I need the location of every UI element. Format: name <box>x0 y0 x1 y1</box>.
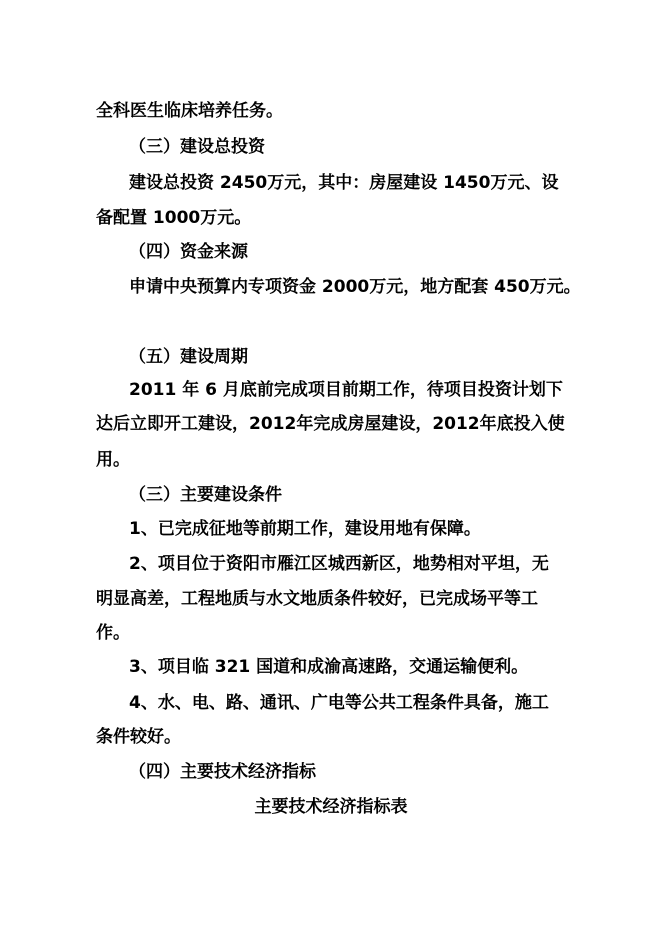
section-heading-construction-conditions: （三）主要建设条件 <box>129 485 282 505</box>
paragraph-line: 作。 <box>96 623 130 643</box>
list-item: 2、项目位于资阳市雁江区城西新区，地势相对平坦，无 <box>129 554 549 574</box>
paragraph-line: 备配置 1000万元。 <box>96 208 252 228</box>
section-heading-total-investment: （三）建设总投资 <box>129 137 265 157</box>
paragraph-line: 申请中央预算内专项资金 2000万元，地方配套 450万元。 <box>129 277 581 297</box>
paragraph-line: 建设总投资 2450万元，其中：房屋建设 1450万元、设 <box>129 173 559 193</box>
paragraph-line: 达后立即开工建设，2012年完成房屋建设，2012年底投入使 <box>96 414 565 434</box>
paragraph-line: 2011 年 6 月底前完成项目前期工作，待项目投资计划下 <box>129 380 563 400</box>
section-heading-funding-source: （四）资金来源 <box>129 242 248 262</box>
section-heading-technical-indicators: （四）主要技术经济指标 <box>129 762 316 782</box>
paragraph-line: 用。 <box>96 450 130 470</box>
paragraph-line: 明显高差，工程地质与水文地质条件较好，已完成场平等工 <box>96 589 538 609</box>
paragraph-line: 全科医生临床培养任务。 <box>96 101 283 121</box>
table-title: 主要技术经济指标表 <box>254 797 408 817</box>
list-item: 1、已完成征地等前期工作，建设用地有保障。 <box>129 519 481 539</box>
list-item: 3、项目临 321 国道和成渝高速路，交通运输便利。 <box>129 657 529 677</box>
paragraph-line: 条件较好。 <box>96 727 181 747</box>
list-item: 4、水、电、路、通讯、广电等公共工程条件具备，施工 <box>129 693 549 713</box>
section-heading-construction-period: （五）建设周期 <box>129 347 248 367</box>
